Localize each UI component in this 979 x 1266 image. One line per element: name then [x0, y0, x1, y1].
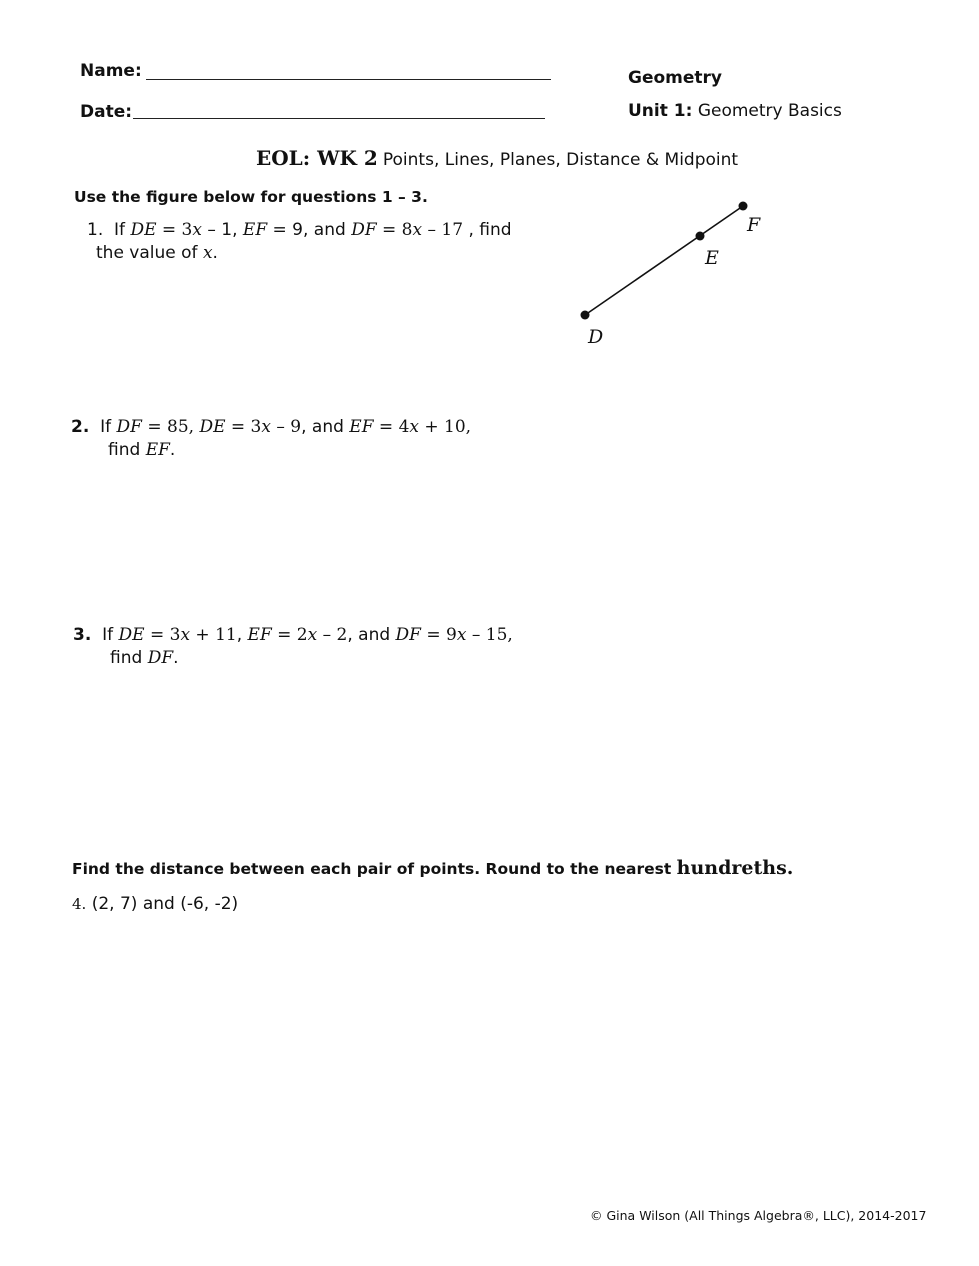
- unit-label: Unit 1:: [628, 101, 693, 121]
- unit-heading: [628, 101, 842, 121]
- q1-math: = 8: [376, 220, 413, 240]
- unit-name: Geometry Basics: [697, 101, 842, 121]
- label-d: D: [588, 326, 604, 348]
- q1-text: If: [114, 220, 126, 240]
- q3-math: = 9: [420, 625, 457, 645]
- question-1: [87, 219, 512, 265]
- q4-text: (2, 7) and (-6, -2): [91, 894, 239, 914]
- question-3: [73, 624, 513, 670]
- q2-text: , and: [301, 417, 350, 437]
- q3-text: .: [173, 648, 179, 668]
- q2-var: EF: [145, 440, 170, 460]
- page-title: [256, 146, 738, 170]
- q2-math: = 85,: [141, 417, 200, 437]
- q1-text: the value of: [96, 243, 203, 263]
- q3-text: ,: [236, 625, 248, 645]
- q1-var: DE: [130, 220, 157, 240]
- q2-var: x: [261, 417, 271, 437]
- q3-var: x: [456, 625, 467, 645]
- q3-math: = 2: [271, 625, 308, 645]
- question-4: [72, 893, 238, 916]
- q3-text: , and: [347, 625, 396, 645]
- q1-math: = 3: [156, 220, 193, 240]
- q3-math: – 2: [317, 625, 348, 645]
- q3-var: DF: [147, 648, 174, 668]
- q3-math: = 3: [144, 625, 181, 645]
- section2-instruction: [72, 857, 793, 879]
- q3-text: find: [110, 648, 148, 668]
- q3-var: x: [307, 625, 318, 645]
- name-label: Name:: [80, 61, 142, 81]
- q1-number: 1.: [87, 220, 104, 240]
- q1-var: x: [192, 220, 202, 240]
- section1-instruction: Use the figure below for questions 1 – 3.: [74, 188, 428, 206]
- q2-text: .: [169, 440, 176, 460]
- q1-text: = 9, and: [267, 220, 352, 240]
- q1-var: x: [202, 243, 213, 263]
- q3-math: + 11: [190, 625, 237, 645]
- title-topic: Points, Lines, Planes, Distance & Midpoint: [382, 150, 739, 170]
- q1-var: EF: [242, 220, 268, 240]
- q2-var: DE: [199, 417, 226, 437]
- course-title: Geometry: [628, 68, 722, 88]
- q4-number: 4.: [72, 895, 87, 913]
- title-code: EOL: WK 2: [256, 146, 378, 170]
- label-f: F: [747, 214, 761, 236]
- question-2: [71, 416, 471, 462]
- section2-text: Find the distance between each pair of points. Round to the nearest: [72, 860, 677, 878]
- q1-text: – 1,: [201, 220, 243, 240]
- q2-math: + 10,: [418, 417, 472, 437]
- q3-math: – 15,: [466, 625, 513, 645]
- q2-var: EF: [349, 417, 374, 437]
- copyright: © Gina Wilson (All Things Algebra®, LLC), 2014-2017: [590, 1208, 927, 1223]
- label-e: E: [705, 247, 719, 269]
- q2-math: = 3: [225, 417, 262, 437]
- q1-math: – 17: [422, 220, 464, 240]
- q1-text: , find: [463, 220, 512, 240]
- q1-text: .: [212, 243, 218, 263]
- q2-number: 2.: [71, 417, 90, 437]
- point-f: [739, 202, 748, 211]
- q2-math: = 4: [373, 417, 410, 437]
- q3-var: DE: [118, 625, 145, 645]
- q2-var: DF: [116, 417, 142, 437]
- q2-math: – 9: [270, 417, 302, 437]
- date-line[interactable]: [133, 118, 545, 119]
- q1-var: x: [412, 220, 423, 240]
- q3-var: x: [180, 625, 191, 645]
- section2-text-end: hundreths.: [676, 857, 794, 879]
- q2-text: find: [108, 440, 146, 460]
- point-e: [696, 232, 705, 241]
- q3-var: DF: [395, 625, 421, 645]
- point-d: [581, 311, 590, 320]
- name-line[interactable]: [146, 79, 551, 80]
- q3-text: If: [102, 625, 119, 645]
- q2-text: If: [100, 417, 117, 437]
- segment-line: [585, 206, 743, 315]
- segment-figure: [560, 190, 790, 360]
- q3-number: 3.: [73, 625, 92, 645]
- q1-var: DF: [351, 220, 377, 240]
- q3-var: EF: [247, 625, 272, 645]
- q2-var: x: [409, 417, 419, 437]
- date-label: Date:: [80, 102, 133, 122]
